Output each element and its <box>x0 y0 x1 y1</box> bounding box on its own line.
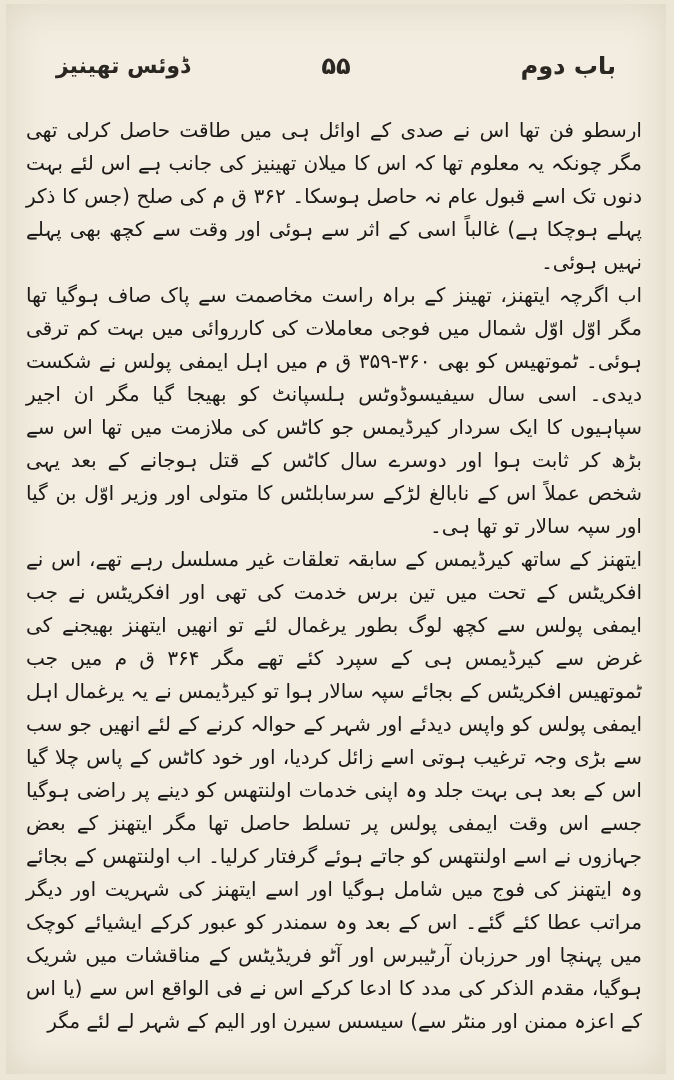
paragraph: اب اگرچہ ایتھنز، تھینز کے براہ راست مخاصمت سے پاک صاف ہوگیا تھا مگر اوّل اوّل شمال میں فوجی معاملات کی کارروائی میں بہت کم ترقی ہوئی۔ ٹموتھیس کو بھی ۳۶۰-۳۵۹ ق م میں اہل ایمفی پولس نے شکست دیدی۔ اسی سال سیفیسوڈوٹس ہلسپانٹ کو بھیجا گیا مگر ان اجیر سپاہیوں کا ایک سردار کیرڈیمس جو کاٹس کی ملازمت میں تھا اس سے بڑھ کر ثابت ہوا اور دوسرے سال کاٹس کے قتل ہوجانے کے بعد یہی شخص عملاً اس کے نابالغ لڑکے سرسابلٹس کا متولی اور وزیر اوّل بن گیا اور سپہ سالار تو تھا ہی۔ <box>26 283 642 538</box>
paragraph: ایتھنز کے ساتھ کیرڈیمس کے سابقہ تعلقات غیر مسلسل رہے تھے، اس نے افکریٹس کے تحت میں تین برس خدمت کی تھی اور افکریٹس نے جب ایمفی پولس سے کچھ لوگ بطور یرغمال لئے تو انھیں ایتھنز بھیجنے کی غرض سے کیرڈیمس ہی کے سپرد کئے تھے مگر ۳۶۴ ق م میں جب ٹموتھیس افکریٹس کے بجائے سپہ سالار ہوا تو کیرڈیمس نے یہ یرغمال اہل ایمفی پولس کو واپس دیدئے اور شہر کے حوالہ کرنے کے لئے انھیں جو سب سے بڑی وجہ ترغیب ہوتی اسے زائل کردیا، اور خود کاٹس کے پاس چلا گیا اس کے بعد ہی بہت جلد وہ اپنی خدمات اولنتھس کو دینے پر راضی ہوگیا جسے اس وقت ایمفی پولس پر تسلط حاصل تھا مگر ایتھنز کے بعض جہازوں نے اسے اولنتھس کو جاتے ہوئے گرفتار کرلیا۔ اب اولنتھس کے بجائے وہ ایتھنز کی فوج میں شامل ہوگیا اور اسے ایتھنز کی شہریت اور دیگر مراتب عطا کئے گئے۔ اس کے بعد وہ سمندر کو عبور کرکے ایشیائے کوچک میں پہنچا اور حرزبان آرٹیبرس اور آٹو فریڈیٹس کے مناقشات میں شریک ہوگیا، مقدم الذکر کی مدد کا ادعا کرکے اس نے فی الواقع اس سے (یا اس کے اعزہ ممنن اور منٹر سے) سیسس سیرن اور الیم کے شہر لے لئے مگر <box>26 547 642 1033</box>
chapter-label: باب دوم <box>520 52 616 80</box>
paragraph: ارسطو فن تھا اس نے صدی کے اوائل ہی میں طاقت حاصل کرلی تھی مگر چونکہ یہ معلوم تھا کہ اس کا میلان تھینیز کی جانب ہے اس لئے بہت دنوں تک اسے قبول عام نہ حاصل ہوسکا۔ ۳۶۲ ق م کی صلح (جس کا ذکر پہلے ہوچکا ہے) غالباً اسی کے اثر سے ہوئی اور وقت سے کچھ بھی پہلے نہیں ہوئی۔ <box>26 118 642 274</box>
running-title: ڈوئس تھینیز <box>56 54 190 79</box>
page-number: ۵۵ <box>321 52 351 80</box>
body-text <box>26 114 642 1038</box>
page-header <box>56 48 616 88</box>
book-page <box>6 4 666 1074</box>
